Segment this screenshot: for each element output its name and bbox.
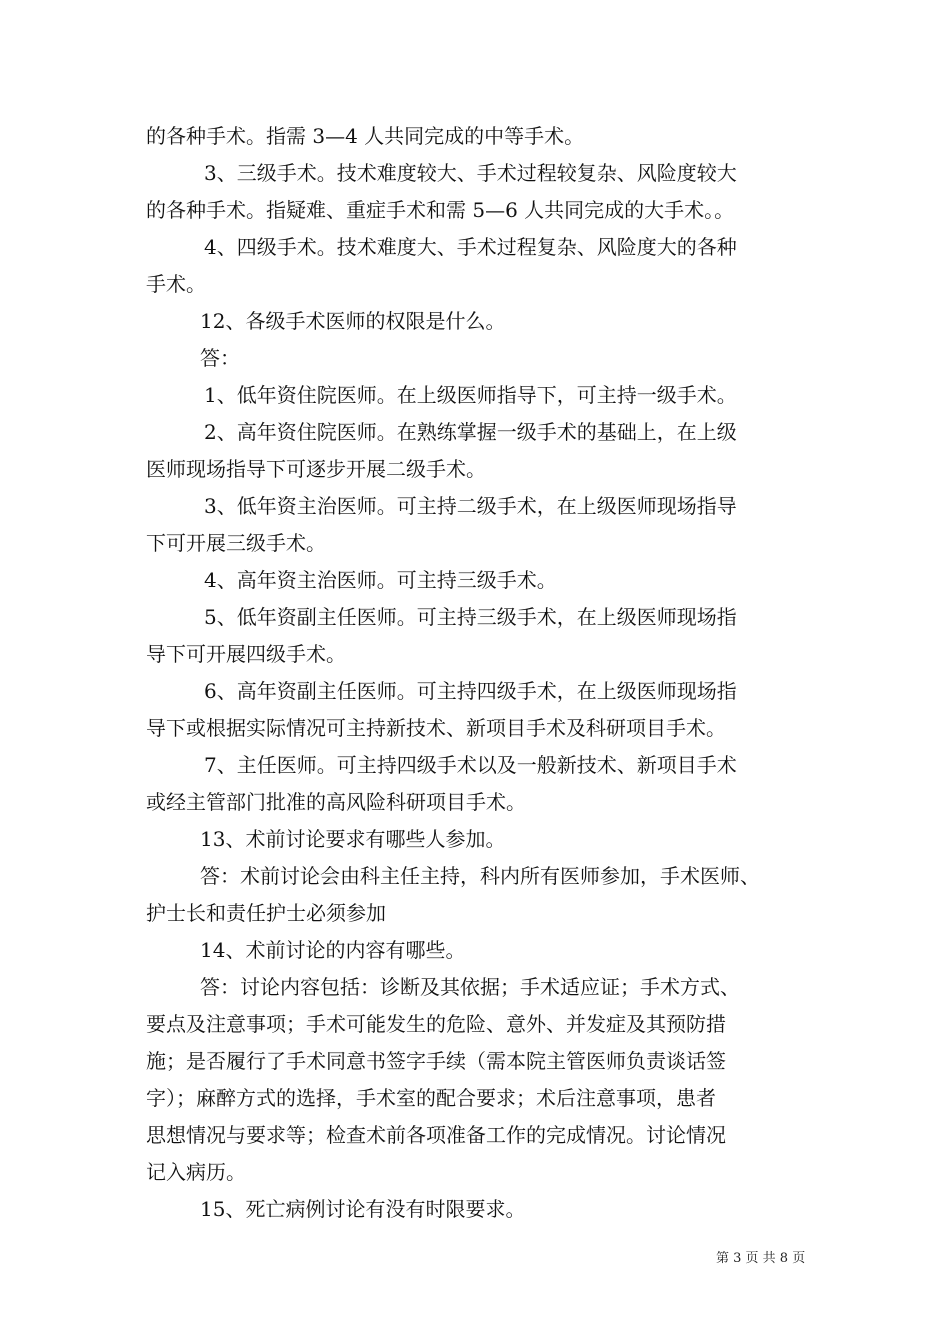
text-line: 的各种手术。指需 3—4 人共同完成的中等手术。 (146, 124, 585, 148)
text-line: 思想情况与要求等；检查术前各项准备工作的完成情况。讨论情况 (146, 1123, 726, 1147)
text-line: 3、三级手术。技术难度较大、手术过程较复杂、风险度较大 (204, 161, 737, 185)
answer-text: 答：术前讨论会由科主任主持，科内所有医师参加，手术医师、 (200, 864, 760, 888)
page-number-footer (716, 1247, 805, 1266)
text-line: 1、低年资住院医师。在上级医师指导下，可主持一级手术。 (204, 383, 737, 407)
page-number-label: 第 3 页 共 8 页 (716, 1251, 806, 1266)
text-line: 导下可开展四级手术。 (146, 642, 346, 666)
text-line: 5、低年资副主任医师。可主持三级手术，在上级医师现场指 (204, 605, 737, 629)
text-line: 或经主管部门批准的高风险科研项目手术。 (146, 790, 526, 814)
text-line: 字）；麻醉方式的选择，手术室的配合要求；术后注意事项，患者 (146, 1086, 716, 1110)
question-heading: 14、术前讨论的内容有哪些。 (200, 938, 466, 962)
text-line: 手术。 (146, 272, 206, 296)
text-line: 记入病历。 (146, 1160, 246, 1184)
text-line: 的各种手术。指疑难、重症手术和需 5—6 人共同完成的大手术。。 (146, 198, 735, 222)
document-body (146, 118, 826, 1228)
text-line: 要点及注意事项；手术可能发生的危险、意外、并发症及其预防措 (146, 1012, 726, 1036)
text-line: 护士长和责任护士必须参加 (146, 901, 386, 925)
text-line: 下可开展三级手术。 (146, 531, 326, 555)
question-heading: 15、死亡病例讨论有没有时限要求。 (200, 1197, 526, 1221)
question-heading: 12、各级手术医师的权限是什么。 (200, 309, 506, 333)
text-line: 施；是否履行了手术同意书签字手续（需本院主管医师负责谈话签 (146, 1049, 726, 1073)
text-line: 2、高年资住院医师。在熟练掌握一级手术的基础上，在上级 (204, 420, 737, 444)
question-heading: 13、术前讨论要求有哪些人参加。 (200, 827, 506, 851)
text-line: 7、主任医师。可主持四级手术以及一般新技术、新项目手术 (204, 753, 737, 777)
text-line: 4、高年资主治医师。可主持三级手术。 (204, 568, 557, 592)
text-line: 医师现场指导下可逐步开展二级手术。 (146, 457, 486, 481)
text-line: 导下或根据实际情况可主持新技术、新项目手术及科研项目手术。 (146, 716, 726, 740)
text-line: 4、四级手术。技术难度大、手术过程复杂、风险度大的各种 (204, 235, 737, 259)
answer-text: 答：讨论内容包括：诊断及其依据；手术适应证；手术方式、 (200, 975, 740, 999)
text-line: 3、低年资主治医师。可主持二级手术，在上级医师现场指导 (204, 494, 737, 518)
answer-label: 答： (200, 346, 240, 370)
text-line: 6、高年资副主任医师。可主持四级手术，在上级医师现场指 (204, 679, 737, 703)
